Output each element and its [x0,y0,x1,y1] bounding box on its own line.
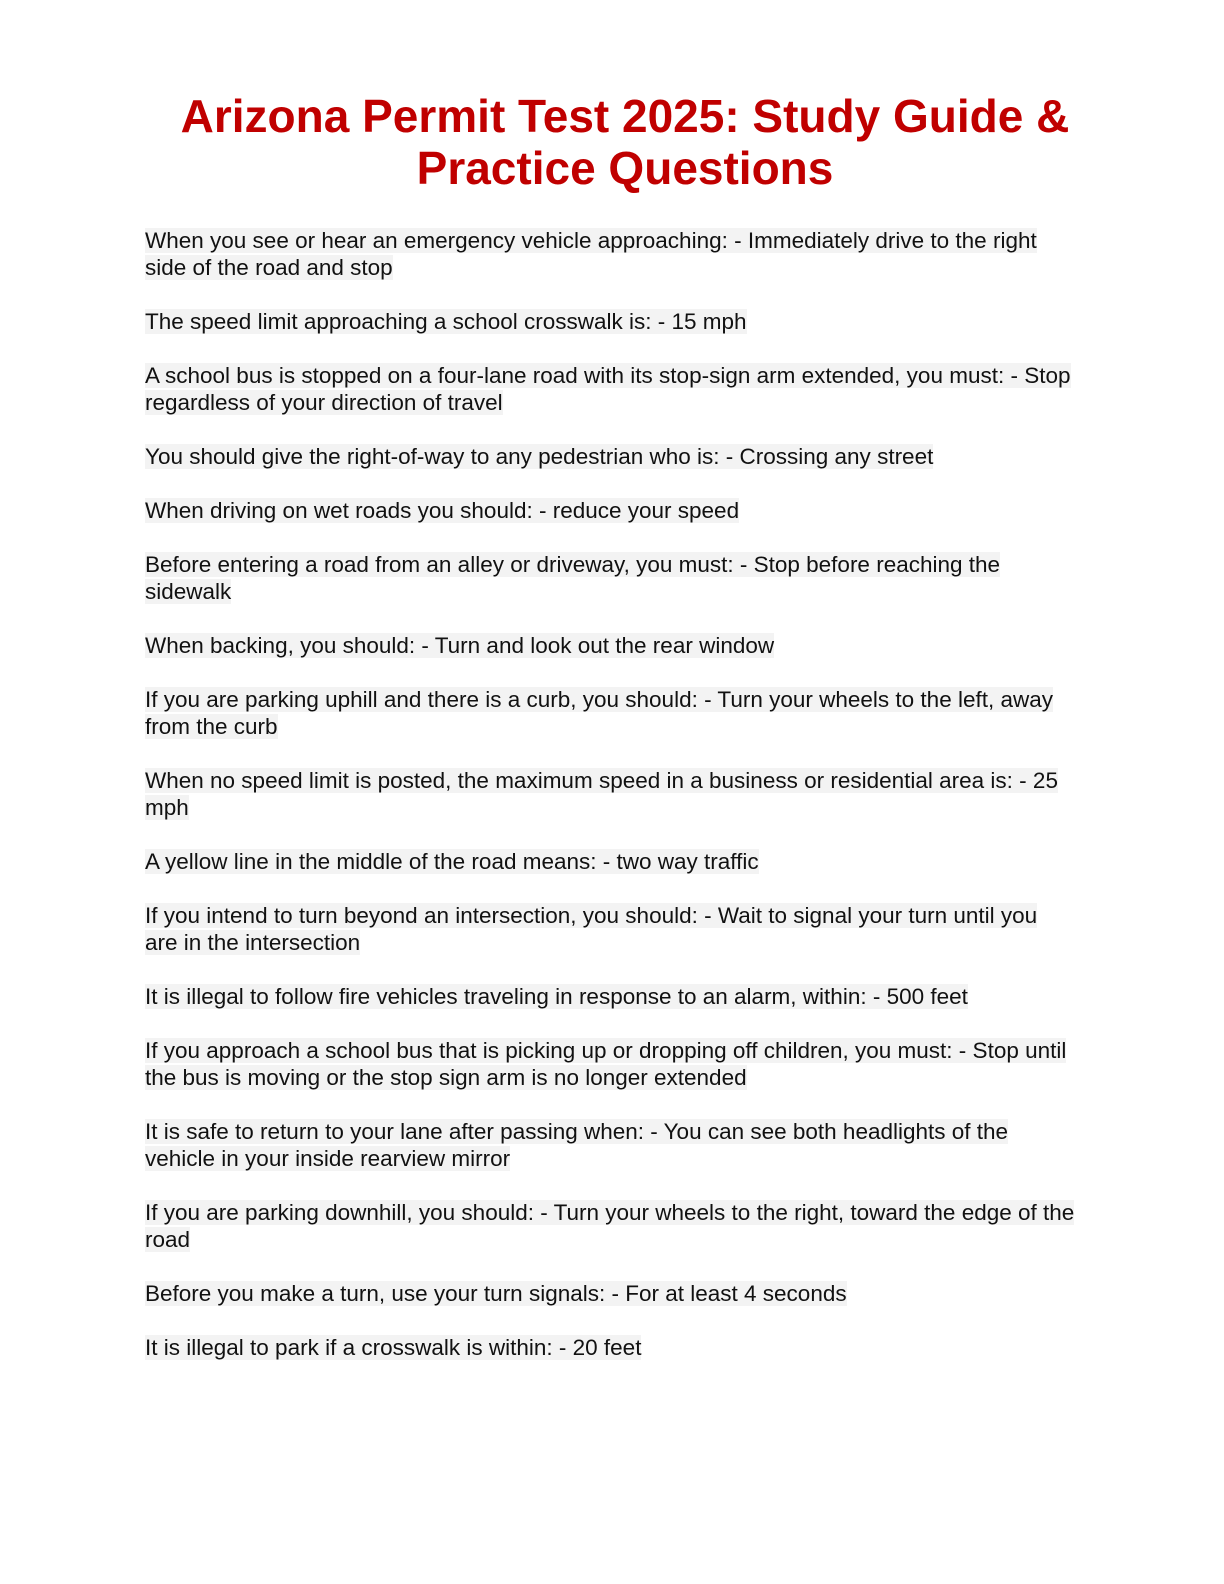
qa-item-7 [145,632,1075,659]
qa-item-3 [145,362,1075,416]
qa-text: A yellow line in the middle of the road means: - two way traffic [145,849,759,874]
qa-item-5 [145,497,1075,524]
qa-item-8 [145,686,1075,740]
qa-item-11 [145,902,1075,956]
qa-text: If you intend to turn beyond an intersection, you should: - Wait to signal your turn until you are in the intersection [145,903,1038,955]
qa-text: You should give the right-of-way to any pedestrian who is: - Crossing any street [145,444,934,469]
qa-item-15 [145,1199,1075,1253]
qa-item-17 [145,1334,1075,1361]
qa-item-4 [145,443,1075,470]
qa-text: When no speed limit is posted, the maximum speed in a business or residential area is: - 25 mph [145,768,1058,820]
qa-item-6 [145,551,1075,605]
qa-text: When backing, you should: - Turn and look out the rear window [145,633,775,658]
qa-text: A school bus is stopped on a four-lane road with its stop-sign arm extended, you must: - Stop regardless of your direction of travel [145,363,1071,415]
qa-item-10 [145,848,1075,875]
qa-item-1 [145,227,1075,281]
qa-text: If you are parking uphill and there is a curb, you should: - Turn your wheels to the left, away from the curb [145,687,1053,739]
qa-item-16 [145,1280,1075,1307]
qa-item-9 [145,767,1075,821]
qa-text: If you approach a school bus that is picking up or dropping off children, you must: - Stop until the bus is moving or the stop sign arm is no longer extended [145,1038,1067,1090]
qa-item-13 [145,1037,1075,1091]
question-answer-list [145,227,1075,1388]
qa-item-12 [145,983,1075,1010]
qa-text: The speed limit approaching a school crosswalk is: - 15 mph [145,309,747,334]
qa-item-2 [145,308,1075,335]
qa-text: It is illegal to park if a crosswalk is within: - 20 feet [145,1335,642,1360]
qa-text: If you are parking downhill, you should: - Turn your wheels to the right, toward the edge of the road [145,1200,1075,1252]
page-title: Arizona Permit Test 2025: Study Guide & Practice Questions [180,90,1070,194]
qa-text: It is illegal to follow fire vehicles traveling in response to an alarm, within: - 500 feet [145,984,968,1009]
qa-text: When you see or hear an emergency vehicle approaching: - Immediately drive to the right side of the road and stop [145,228,1037,280]
qa-text: Before you make a turn, use your turn signals: - For at least 4 seconds [145,1281,847,1306]
qa-text: When driving on wet roads you should: - reduce your speed [145,498,740,523]
qa-text: Before entering a road from an alley or driveway, you must: - Stop before reaching the sidewalk [145,552,1001,604]
qa-text: It is safe to return to your lane after passing when: - You can see both headlights of the vehicle in your inside rearview mirror [145,1119,1009,1171]
qa-item-14 [145,1118,1075,1172]
